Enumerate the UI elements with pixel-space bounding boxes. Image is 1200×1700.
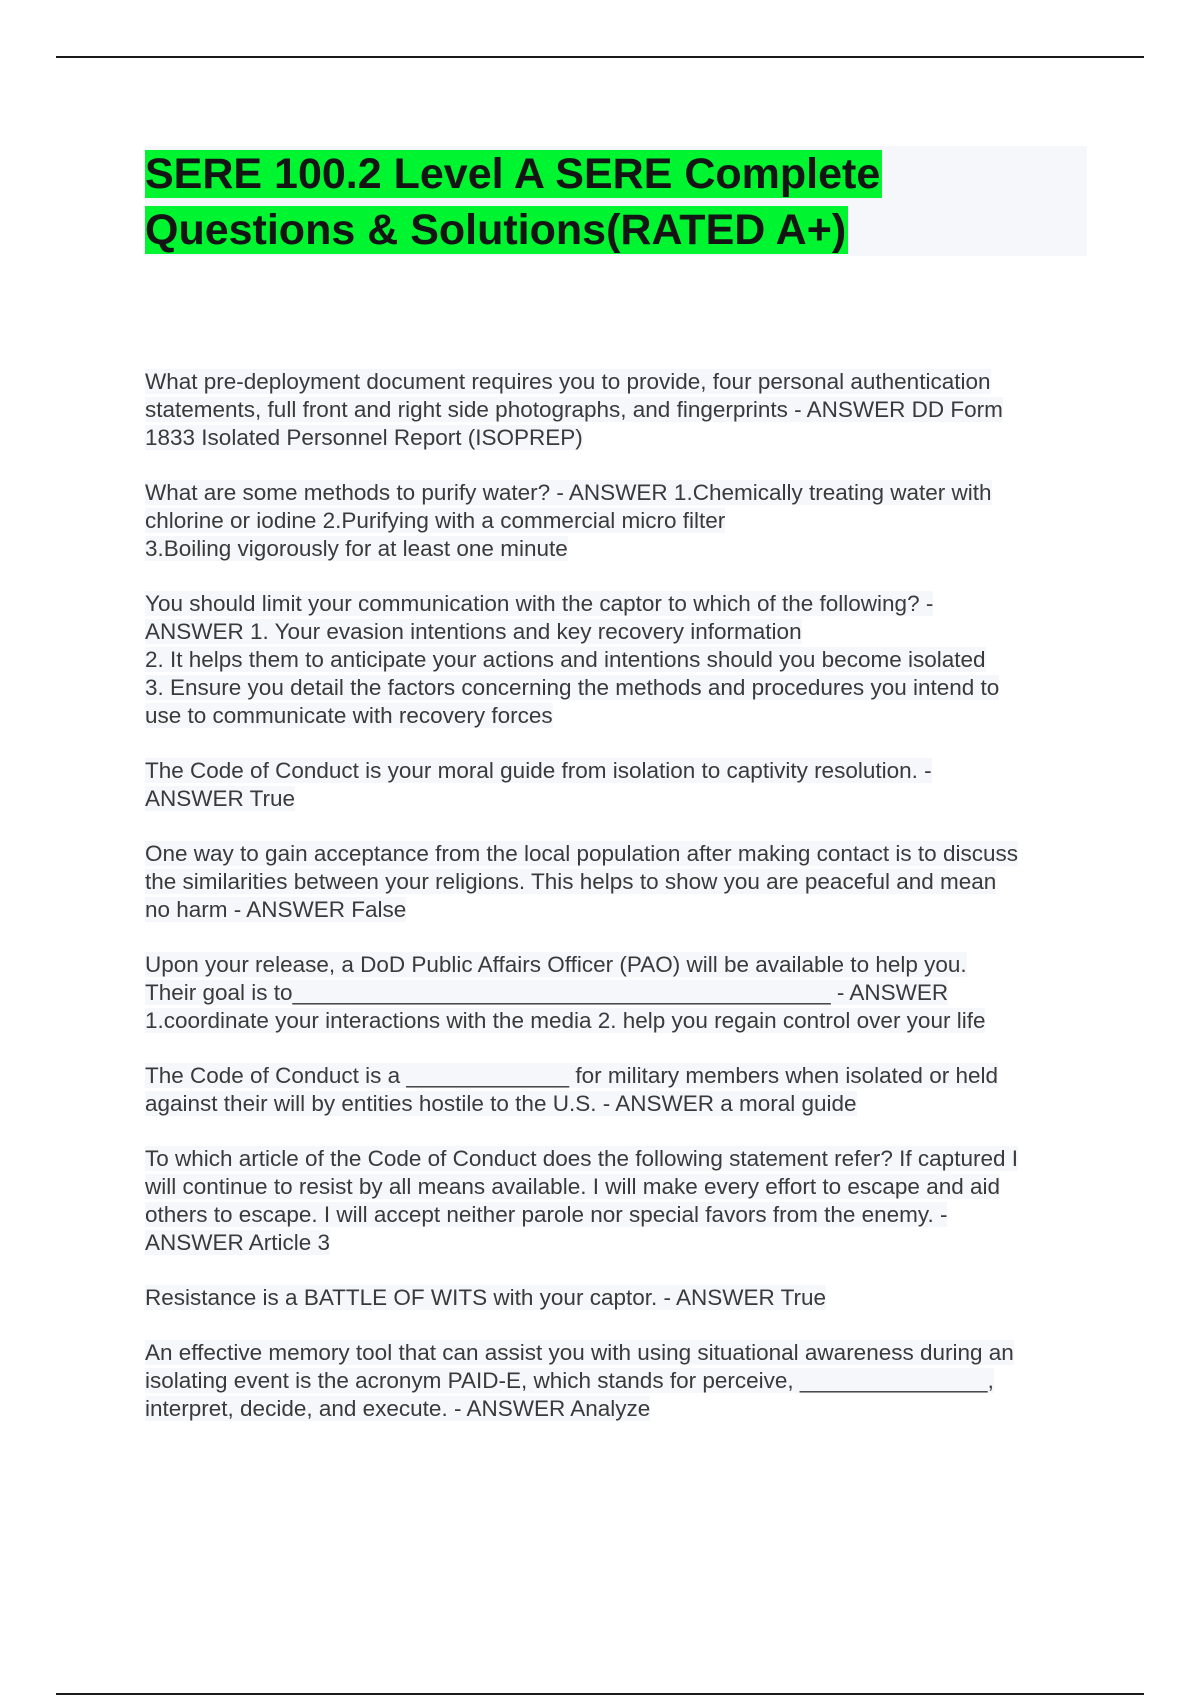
qa-text: What pre-deployment document requires you to provide, four personal authentication statements, full front and right side photographs, and fingerprints - ANSWER DD Form 1833 Isolated Personnel Report (ISOPREP) (145, 369, 1003, 450)
qa-entry (145, 1145, 1095, 1257)
qa-text: The Code of Conduct is a _____________ for military members when isolated or held against their will by entities hostile to the U.S. - ANSWER a moral guide (145, 1063, 998, 1116)
qa-text: Upon your release, a DoD Public Affairs Officer (PAO) will be available to help you. Their goal is to___________________________________________ - ANSWER 1.coordinate your interactions with the media 2. help you regain control over your life (145, 952, 986, 1033)
question-answer-list (145, 368, 1095, 1450)
qa-entry (145, 840, 1095, 924)
qa-entry (145, 590, 1095, 730)
title-block (145, 146, 1087, 256)
qa-text: What are some methods to purify water? - ANSWER 1.Chemically treating water with chlorine or iodine 2.Purifying with a commercial micro filter 3.Boiling vigorously for at least one minute (145, 480, 992, 561)
qa-text: The Code of Conduct is your moral guide from isolation to captivity resolution. - ANSWER True (145, 758, 932, 811)
page-bottom-rule (56, 1693, 1144, 1695)
qa-text: You should limit your communication with the captor to which of the following? - ANSWER 1. Your evasion intentions and key recovery information 2. It helps them to anticipate your actions and intentions should you become isolated 3. Ensure you detail the factors concerning the methods and procedures you intend to use to communicate with recovery forces (145, 591, 1000, 728)
qa-entry (145, 1062, 1095, 1118)
qa-text: Resistance is a BATTLE OF WITS with your captor. - ANSWER True (145, 1285, 827, 1310)
qa-text: One way to gain acceptance from the local population after making contact is to discuss the similarities between your religions. This helps to show you are peaceful and mean no harm - ANSWER False (145, 841, 1018, 922)
title-line-2: Questions & Solutions(RATED A+) (145, 206, 847, 254)
qa-text: An effective memory tool that can assist you with using situational awareness during an isolating event is the acronym PAID-E, which stands for perceive, _______________, interpret, decide, and execute. - ANSWER Analyze (145, 1340, 1014, 1421)
qa-entry (145, 757, 1095, 813)
page-top-rule (56, 56, 1144, 58)
title-line-1: SERE 100.2 Level A SERE Complete (145, 150, 881, 198)
qa-entry (145, 368, 1095, 452)
qa-text: To which article of the Code of Conduct does the following statement refer? If captured I will continue to resist by all means available. I will make every effort to escape and aid others to escape. I will accept neither parole nor special favors from the enemy. - ANSWER Article 3 (145, 1146, 1018, 1255)
qa-entry (145, 951, 1095, 1035)
document-title (145, 146, 1087, 258)
qa-entry (145, 1284, 1095, 1312)
qa-entry (145, 1339, 1095, 1423)
qa-entry (145, 479, 1095, 563)
